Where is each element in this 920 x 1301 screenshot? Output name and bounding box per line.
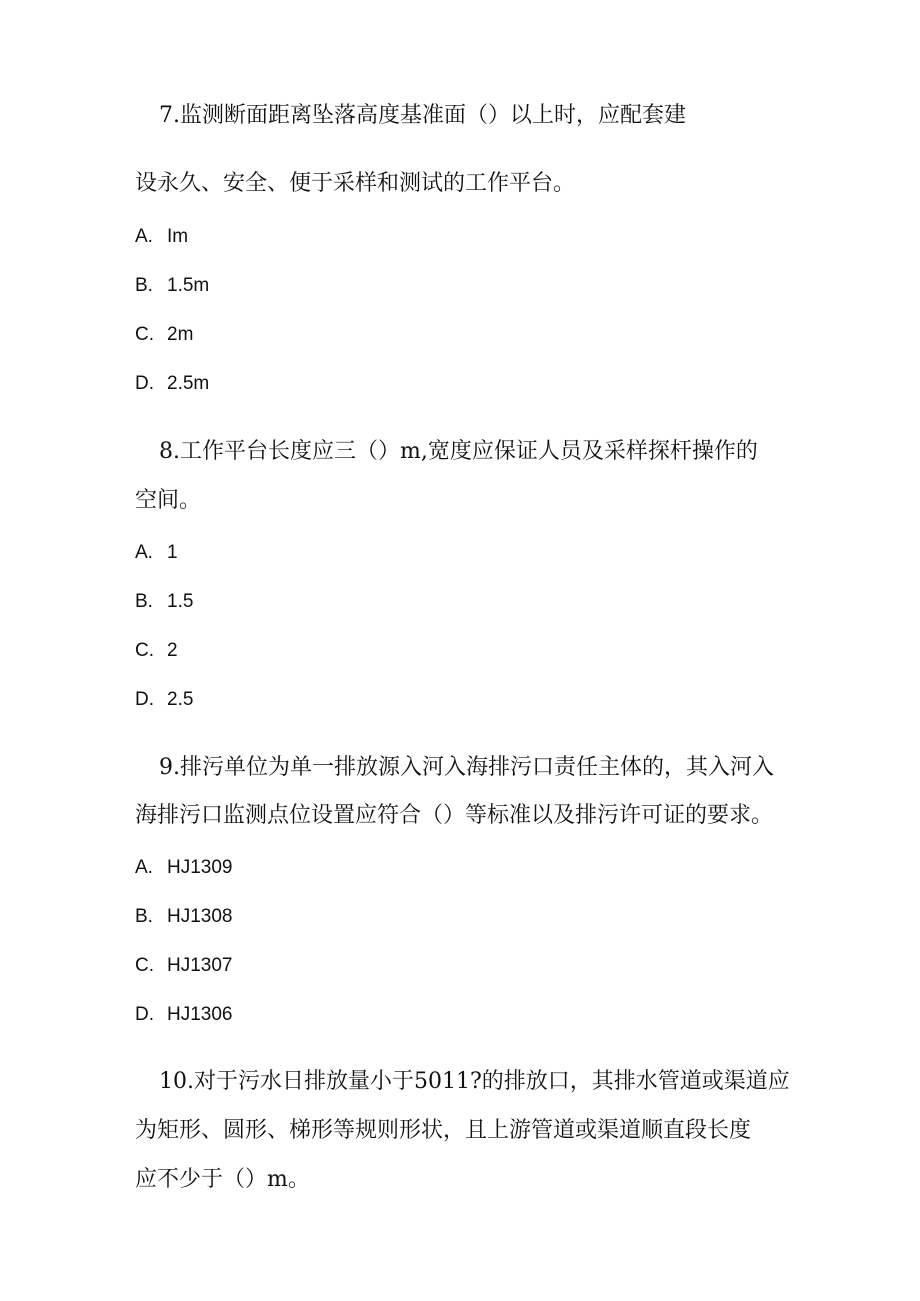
question-9-line-1: 9.排污单位为单一排放源入河入海排污口责任主体的，其入河入 <box>159 755 774 780</box>
option-text: 2.5m <box>167 373 210 394</box>
option-text: 2.5 <box>167 689 194 710</box>
question-9-option-b <box>135 904 233 930</box>
option-letter: A. <box>135 226 153 247</box>
option-text: 1.5 <box>167 591 194 612</box>
question-7-option-c <box>135 322 193 348</box>
option-letter: C. <box>135 640 154 661</box>
option-text: 2 <box>167 640 178 661</box>
option-letter: C. <box>135 955 154 976</box>
question-9-option-d <box>135 1002 233 1028</box>
option-text: 1.5m <box>167 275 210 296</box>
option-text: 1 <box>167 542 178 563</box>
option-letter: A. <box>135 542 153 563</box>
question-7-option-d <box>135 371 209 397</box>
question-7-option-b <box>135 273 209 299</box>
option-text: HJ1309 <box>167 857 233 878</box>
option-letter: B. <box>135 591 153 612</box>
option-letter: B. <box>135 275 153 296</box>
option-letter: C. <box>135 324 154 345</box>
option-letter: B. <box>135 906 153 927</box>
question-9-option-c <box>135 953 233 979</box>
option-letter: D. <box>135 1004 154 1025</box>
question-8-option-a <box>135 540 178 566</box>
question-8-option-b <box>135 589 193 615</box>
option-text: Im <box>167 226 189 247</box>
question-10-line-3: 应不少于（）m。 <box>135 1167 310 1192</box>
question-8-line-2: 空间。 <box>135 488 202 513</box>
option-text: HJ1306 <box>167 1004 233 1025</box>
option-letter: D. <box>135 373 154 394</box>
question-7-line-2: 设永久、安全、便于采样和测试的工作平台。 <box>135 171 576 196</box>
question-10-line-2: 为矩形、圆形、梯形等规则形状，且上游管道或渠道顺直段长度 <box>135 1118 752 1143</box>
question-7-option-a <box>135 224 188 250</box>
option-text: 2m <box>167 324 194 345</box>
question-7-line-1: 7.监测断面距离坠落高度基准面（）以上时，应配套建 <box>159 103 686 128</box>
option-letter: A. <box>135 857 153 878</box>
question-9-line-2: 海排污口监测点位设置应符合（）等标准以及排污许可证的要求。 <box>135 803 774 828</box>
option-text: HJ1307 <box>167 955 233 976</box>
option-text: HJ1308 <box>167 906 233 927</box>
question-9-option-a <box>135 855 233 881</box>
question-8-option-c <box>135 638 178 664</box>
question-10-line-1: 10.对于污水日排放量小于5011?的排放口，其排水管道或渠道应 <box>159 1069 790 1094</box>
option-letter: D. <box>135 689 154 710</box>
question-8-option-d <box>135 687 193 713</box>
question-8-line-1: 8.工作平台长度应三（）m,宽度应保证人员及采样探杆操作的 <box>159 439 758 464</box>
